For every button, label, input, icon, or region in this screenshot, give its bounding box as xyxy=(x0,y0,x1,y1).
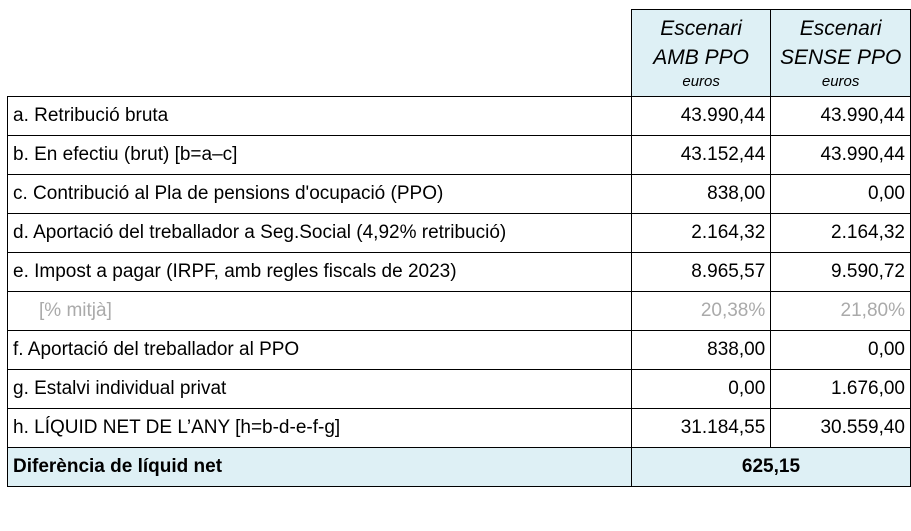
table-row xyxy=(8,409,911,448)
amb-ppo-value: 31.184,55 xyxy=(631,409,770,448)
sense-ppo-value: 21,80% xyxy=(771,292,911,331)
row-label: g. Estalvi individual privat xyxy=(8,370,632,409)
total-label: Diferència de líquid net xyxy=(8,448,632,487)
sense-ppo-value: 9.590,72 xyxy=(771,253,911,292)
sense-ppo-value: 2.164,32 xyxy=(771,214,911,253)
row-label: [% mitjà] xyxy=(8,292,632,331)
amb-ppo-value: 838,00 xyxy=(631,331,770,370)
amb-ppo-value: 43.990,44 xyxy=(631,97,770,136)
column-header-amb-ppo xyxy=(631,10,770,97)
amb-ppo-value: 838,00 xyxy=(631,175,770,214)
total-value: 625,15 xyxy=(631,448,910,487)
sense-ppo-value: 43.990,44 xyxy=(771,97,911,136)
table-row-percentage xyxy=(8,292,911,331)
row-label: c. Contribució al Pla de pensions d'ocupació (PPO) xyxy=(8,175,632,214)
table-row xyxy=(8,175,911,214)
row-label: h. LÍQUID NET DE L’ANY [h=b-d-e-f-g] xyxy=(8,409,632,448)
column-header-line1: Escenari xyxy=(660,17,742,40)
row-label: b. En efectiu (brut) [b=a–c] xyxy=(8,136,632,175)
table-row xyxy=(8,97,911,136)
sense-ppo-value: 0,00 xyxy=(771,331,911,370)
table-row xyxy=(8,370,911,409)
column-header-line2: AMB PPO xyxy=(653,46,749,69)
total-row xyxy=(8,448,911,487)
column-header-unit: euros xyxy=(821,73,860,90)
table-row xyxy=(8,331,911,370)
header-blank-cell xyxy=(8,10,632,97)
row-label: d. Aportació del treballador a Seg.Social (4,92% retribució) xyxy=(8,214,632,253)
row-label: f. Aportació del treballador al PPO xyxy=(8,331,632,370)
sense-ppo-value: 43.990,44 xyxy=(771,136,911,175)
amb-ppo-value: 20,38% xyxy=(631,292,770,331)
table-row xyxy=(8,214,911,253)
header-row xyxy=(8,10,911,97)
row-label: a. Retribució bruta xyxy=(8,97,632,136)
column-header-line1: Escenari xyxy=(799,17,882,40)
row-label: e. Impost a pagar (IRPF, amb regles fiscals de 2023) xyxy=(8,253,632,292)
sense-ppo-value: 0,00 xyxy=(771,175,911,214)
amb-ppo-value: 0,00 xyxy=(631,370,770,409)
column-header-sense-ppo xyxy=(771,10,911,97)
table-row xyxy=(8,253,911,292)
amb-ppo-value: 8.965,57 xyxy=(631,253,770,292)
table-row xyxy=(8,136,911,175)
sense-ppo-value: 30.559,40 xyxy=(771,409,911,448)
column-header-unit: euros xyxy=(682,73,720,90)
amb-ppo-value: 43.152,44 xyxy=(631,136,770,175)
net-income-comparison-table xyxy=(7,9,911,487)
sense-ppo-value: 1.676,00 xyxy=(771,370,911,409)
amb-ppo-value: 2.164,32 xyxy=(631,214,770,253)
column-header-line2: SENSE PPO xyxy=(779,46,902,69)
